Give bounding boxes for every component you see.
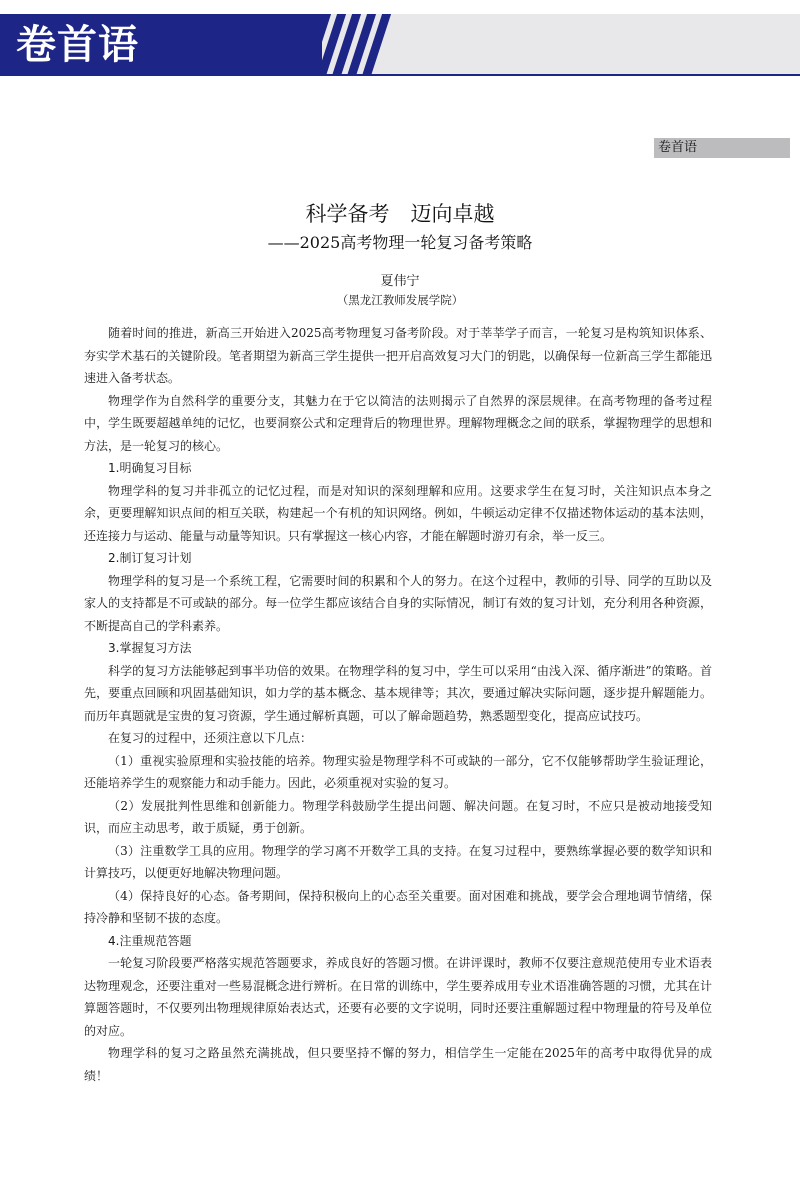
paragraph: （3）注重数学工具的应用。物理学的学习离不开数学工具的支持。在复习过程中，要熟练掌握必要的数学知识和计算技巧，以便更好地解决物理问题。 <box>84 843 712 880</box>
article-subtitle: ——2025高考物理一轮复习备考策略 <box>267 233 533 252</box>
paragraph: 随着时间的推进，新高三开始进入2025高考物理复习备考阶段。对于莘莘学子而言，一轮复习是构筑知识体系、夯实学术基石的关键阶段。笔者期望为新高三学生提供一把开启高效复习大门的钥匙，以确保每一位新高三学生都能迅速进入备考状态。 <box>84 326 712 385</box>
article-title: 科学备考 迈向卓越 <box>305 202 495 226</box>
paragraph: 物理学科的复习并非孤立的记忆过程，而是对知识的深刻理解和应用。这要求学生在复习时，关注知识点本身之余，更要理解知识点间的相互关联，构建起一个有机的知识网络。例如，牛顿运动定律不仅描述物体运动的基本法则，还连接力与运动、能量与动量等知识。只有掌握这一核心内容，才能在解题时游刃有余，举一反三。 <box>84 483 712 543</box>
section-tag-label: 卷首语 <box>658 140 698 155</box>
header-banner <box>0 14 800 76</box>
paragraph: 物理学作为自然科学的重要分支，其魅力在于它以简洁的法则揭示了自然界的深层规律。在高考物理的备考过程中，学生既要超越单纯的记忆，也要洞察公式和定理背后的物理世界。理解物理概念之间的联系，掌握物理学的思想和方法，是一轮复习的核心。 <box>84 393 712 453</box>
author-affiliation: （黑龙江教师发展学院） <box>336 293 464 307</box>
article-body <box>84 322 712 1087</box>
paragraph: （2）发展批判性思维和创新能力。物理学科鼓励学生提出问题、解决问题。在复习时，不应只是被动地接受知识，而应主动思考，敢于质疑，勇于创新。 <box>84 798 712 835</box>
section-heading: 2.制订复习计划 <box>108 551 192 565</box>
section-heading: 3.掌握复习方法 <box>108 641 192 655</box>
paragraph: （1）重视实验原理和实验技能的培养。物理实验是物理学科不可或缺的一部分，它不仅能够帮助学生验证理论，还能培养学生的观察能力和动手能力。因此，必须重视对实验的复习。 <box>84 753 712 790</box>
paragraph: （4）保持良好的心态。备考期间，保持积极向上的心态至关重要。面对困难和挑战，要学会合理地调节情绪，保持冷静和坚韧不拔的态度。 <box>84 888 712 925</box>
banner-title: 卷首语 <box>16 22 139 68</box>
section-tag <box>654 138 790 158</box>
banner-underline <box>0 74 800 76</box>
paragraph: 在复习的过程中，还须注意以下几点： <box>108 731 313 745</box>
banner-title-block <box>0 14 322 76</box>
section-heading: 1.明确复习目标 <box>108 461 192 475</box>
section-heading: 4.注重规范答题 <box>108 933 192 948</box>
author-name: 夏伟宁 <box>380 274 420 289</box>
paragraph: 一轮复习阶段要严格落实规范答题要求，养成良好的答题习惯。在讲评课时，教师不仅要注意规范使用专业术语表达物理观念，还要注重对一些易混概念进行辨析。在日常的训练中，学生要养成用专业术语准确答题的习惯，尤其在计算题答题时，不仅要列出物理规律原始表达式，还要有必要的文字说明，同时还要注重解题过程中物理量的符号及单位的对应。 <box>84 956 712 1038</box>
paragraph: 科学的复习方法能够起到事半功倍的效果。在物理学科的复习中，学生可以采用“由浅入深、循序渐进”的策略。首先，要重点回顾和巩固基础知识，如力学的基本概念、基本规律等；其次，要通过解决实际问题，逐步提升解题能力。而历年真题就是宝贵的复习资源，学生通过解析真题，可以了解命题趋势，熟悉题型变化，提高应试技巧。 <box>84 663 712 723</box>
paragraph: 物理学科的复习之路虽然充满挑战，但只要坚持不懈的努力，相信学生一定能在2025年的高考中取得优异的成绩！ <box>84 1046 712 1083</box>
paragraph: 物理学科的复习是一个系统工程，它需要时间的积累和个人的努力。在这个过程中，教师的引导、同学的互助以及家人的支持都是不可或缺的部分。每一位学生都应该结合自身的实际情况，制订有效的复习计划，充分利用各种资源，不断提高自己的学科素养。 <box>84 573 712 633</box>
